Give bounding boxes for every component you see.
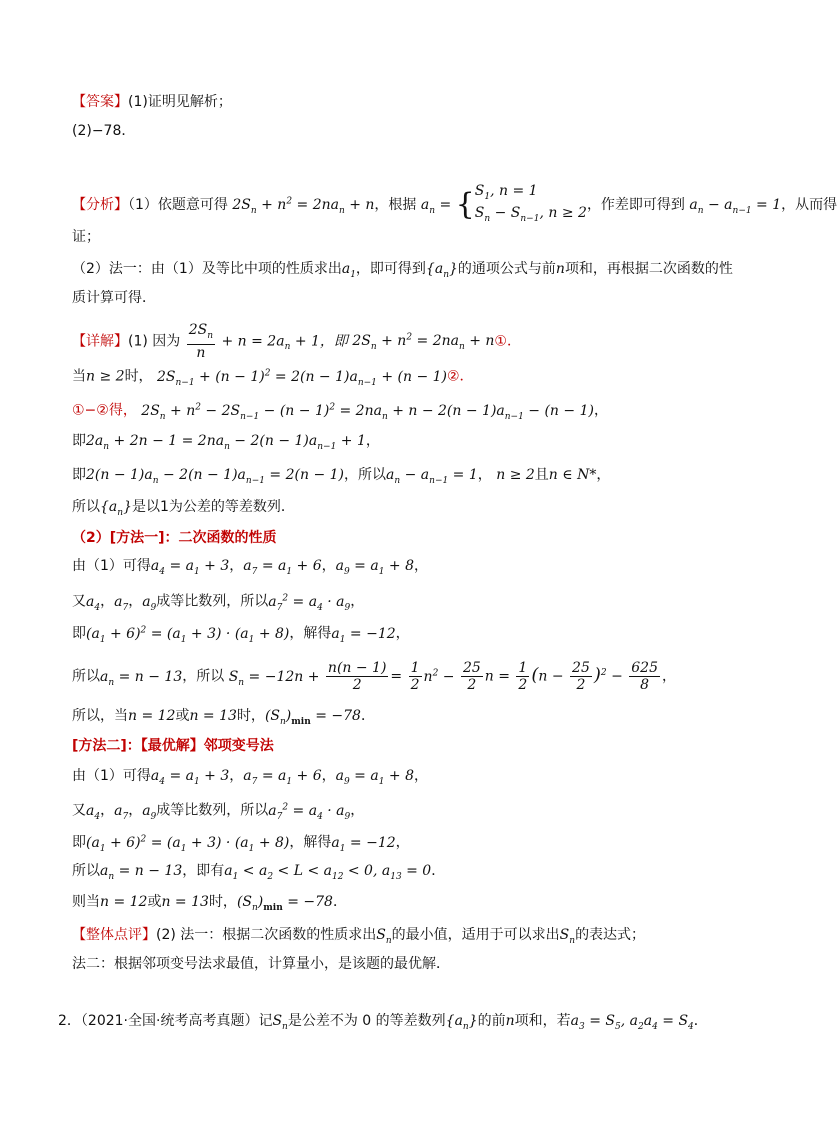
detail-line-2 <box>72 362 474 393</box>
formula: $a_7$ <box>114 802 129 822</box>
detail-line-4: 即$2a_n + 2n - 1 = 2na_n - 2(n - 1)a_{n-1} + 1$， <box>72 433 380 452</box>
detail-text: + 1，即 <box>290 333 348 350</box>
method2-line-1: 由（1）可得$a_4 = a_1 + 3$，$a_7 = a_1 + 6$，$a_9 = a_1 + 8$， <box>72 768 428 787</box>
formula: $a_4$ <box>86 593 101 613</box>
method-text: 成等比数列，所以 <box>156 593 269 610</box>
detail-text: 即 <box>72 467 86 483</box>
formula: $a_1 < a_2 < L < a_{12} < 0$, $a_{13} = 0$ <box>224 863 432 882</box>
detail-text: ①−②得， <box>72 402 137 419</box>
problem-text: 是公差不为 0 的等差数列 <box>287 1013 446 1029</box>
fraction: $\frac{1}{2}$ <box>518 660 528 693</box>
analysis-line-1 <box>72 183 837 227</box>
formula: $S_n = -12n$ + <box>228 668 320 688</box>
formula: $2S_n + n^2 - 2S_{n-1} - (n - 1)^2 = 2na_n + n - 2(n - 1)a_{n-1} - (n - 1)$ <box>141 402 594 422</box>
analysis-text: （2）法一：由（1）及等比中项的性质求出 <box>72 261 342 277</box>
formula: $\{a_n\}$ <box>425 261 458 280</box>
method-text: 所以，当 <box>72 708 128 724</box>
formula: $S_n$ <box>559 927 576 946</box>
formula: n ≥ 2 <box>496 467 535 483</box>
answer-line-1 <box>72 91 232 113</box>
formula: n <box>555 261 565 277</box>
method1-line-1: 由（1）可得$a_4 = a_1 + 3$，$a_7 = a_1 + 6$，$a_9 = a_1 + 8$， <box>72 558 428 577</box>
detail-text: 是以1为公差的等差数列． <box>131 499 295 515</box>
method1-line-3: 即$(a_1 + 6)^2 = (a_1 + 3) \cdot (a_1 + 8)$，解得$a_1 = -12$， <box>72 625 410 645</box>
piecewise-cases: $S_1$, n = 1 $S_n - S_{n-1}$, n ≥ 2 <box>474 183 587 224</box>
answer-part1: (1)证明见解析； <box>128 94 232 110</box>
review-tag: 【整体点评】 <box>72 927 156 943</box>
formula: $a_n - a_{n-1} = 1$ <box>386 467 478 486</box>
method-text: ，解得 <box>289 625 332 642</box>
method-text: ，所以 <box>182 668 225 685</box>
detail-tag: 【详解】 <box>72 333 128 350</box>
analysis-text: 质计算可得． <box>72 290 156 306</box>
method-text: 或 <box>175 708 190 724</box>
method-text: 又 <box>72 593 86 610</box>
formula: $(a_1 + 6)^2 = (a_1 + 3) \cdot (a_1 + 8)$ <box>86 625 290 645</box>
formula: $a_7^2 = a_4 \cdot a_9$ <box>268 593 351 613</box>
answer-part2: (2)−78． <box>72 123 136 139</box>
analysis-text: ，从而得 <box>781 196 837 213</box>
formula: n = 13 <box>189 708 237 724</box>
formula: n = 12 <box>128 708 176 724</box>
formula: $a_1 = -12$ <box>331 625 396 645</box>
detail-text: 当 <box>72 368 86 385</box>
formula: n = 12 <box>100 894 148 910</box>
formula: $a_7 = a_1 + 6$ <box>243 558 322 577</box>
formula: $a_n = n - 13$ <box>100 668 183 688</box>
method-text: 成等比数列，所以 <box>156 802 269 819</box>
problem-text: 项和，若 <box>514 1013 571 1029</box>
analysis-text: 的通项公式与前 <box>457 261 556 277</box>
detail-text: 即 <box>72 433 86 449</box>
formula: n = 13 <box>161 894 209 910</box>
method-text: 则当 <box>72 894 100 910</box>
fraction: $\frac{25}{2}$ <box>572 660 590 693</box>
detail-text: 时， <box>124 368 153 385</box>
answer-tag: 【答案】 <box>72 94 128 110</box>
method1-title: （2）[方法一]：二次函数的性质 <box>72 530 277 546</box>
analysis-line-2 <box>72 226 100 248</box>
method-text: ，解得 <box>289 834 332 851</box>
answer-line-2 <box>72 120 135 142</box>
review-text: 的最小值，适用于可以求出 <box>391 927 560 943</box>
analysis-text: ，即可得到 <box>355 261 426 277</box>
detail-text: ，所以 <box>344 467 387 483</box>
formula: $a_4 = a_1 + 3$ <box>150 768 230 787</box>
fraction: $\frac{2S_n}{n}$ <box>188 322 214 361</box>
formula: $2a_n + 2n - 1 = 2na_n - 2(n - 1)a_{n-1} + 1$ <box>86 433 366 452</box>
brace: { <box>455 186 475 222</box>
formula: $a_n$ = <box>420 196 452 216</box>
formula: $a_7 = a_1 + 6$ <box>243 768 322 787</box>
formula: $2S_n + n^2 = 2na_n + n$ <box>232 196 375 216</box>
formula: n ≥ 2 <box>86 368 125 385</box>
fraction: $\frac{n(n - 1)}{2}$ <box>327 660 387 693</box>
analysis-text: 项和，再根据二次函数的性 <box>564 261 733 277</box>
method-text: 所以 <box>72 668 100 685</box>
formula: $a_n - a_{n-1} = 1$ <box>689 196 782 216</box>
method-text: 由（1）可得 <box>72 558 151 574</box>
review-text: 的表达式； <box>575 927 646 943</box>
formula: $a_9$ <box>142 802 157 822</box>
method-text: 所以 <box>72 863 100 879</box>
formula: $2S_n + n^2 = 2na_n + n$ <box>352 332 495 353</box>
formula: $a_7^2 = a_4 \cdot a_9$ <box>268 802 351 822</box>
detail-text: 且 <box>534 467 549 483</box>
formula: $\{a_n\}$ <box>445 1013 478 1032</box>
method-text: 即 <box>72 625 86 642</box>
formula: n <box>505 1013 515 1029</box>
formula: $a_3 = S_5$, $a_2a_4 = S_4$ <box>570 1013 694 1032</box>
formula: $a_n = n - 13$ <box>100 863 183 882</box>
formula: + n = 2a <box>217 333 285 350</box>
fraction: $\frac{1}{2}$ <box>410 660 420 693</box>
method-text: 时， <box>208 894 237 910</box>
formula: $a_4$ <box>86 802 101 822</box>
analysis-tag: 【分析】 <box>72 196 128 213</box>
method1-line-5: 所以，当n = 12或n = 13时，$(S_n)_{min} = -78$． <box>72 708 375 727</box>
analysis-line-4 <box>72 287 156 309</box>
method-text: 由（1）可得 <box>72 768 151 784</box>
method-text: ，即有 <box>182 863 225 879</box>
fraction: $\frac{25}{2}$ <box>462 660 481 693</box>
method-text: 即 <box>72 834 86 851</box>
formula: $a_4 = a_1 + 3$ <box>150 558 230 577</box>
method1-line-2: 又$a_4$，$a_7$，$a_9$成等比数列，所以$a_7^2 = a_4 \cdot a_9$， <box>72 593 365 613</box>
method2-line-2: 又$a_4$，$a_7$，$a_9$成等比数列，所以$a_7^2 = a_4 \cdot a_9$， <box>72 802 365 822</box>
problem-2: 2．（2021·全国·统考高考真题）记$S_n$是公差不为 0 的等差数列$\{a_n\}$的前n项和，若$a_3 = S_5$, $a_2a_4 = S_4$． <box>58 1013 708 1032</box>
formula: $a_1 = -12$ <box>331 834 396 854</box>
formula: $a_9 = a_1 + 8$ <box>335 558 414 577</box>
formula: $(S_n)_{min} = -78$ <box>236 894 333 913</box>
formula: $S_n$ <box>272 1013 288 1032</box>
formula: $a_9 = a_1 + 8$ <box>335 768 414 787</box>
detail-line-5: 即$2(n - 1)a_n - 2(n - 1)a_{n-1} = 2(n - 1)$，所以$a_n - a_{n-1} = 1$， n ≥ 2且n ∈ N*， <box>72 467 611 486</box>
method2-line-4: 所以$a_n = n - 13$，即有$a_1 < a_2 < L < a_{12} < 0$, $a_{13} = 0$． <box>72 863 446 882</box>
method1-line-4: 所以$a_n = n - 13$，所以 $S_n = -12n$ + $\frac{n(n - 1)}{2}$ = $\frac{1}{2}$ $n^2$ − $\frac{25}{2}$ n = $\frac{1}{2}$ (n − $\frac{25}{2}$ )$^2$ − $\frac{625}{8}$ ， <box>72 660 676 693</box>
detail-line-3: ①−②得， $2S_n + n^2 - 2S_{n-1} - (n - 1)^2 = 2na_n + n - 2(n - 1)a_{n-1} - (n - 1)$， <box>72 402 608 422</box>
detail-text: 所以 <box>72 499 100 515</box>
review-line-1 <box>72 924 645 952</box>
problem-text: 记 <box>258 1013 273 1029</box>
problem-source: （2021·全国·统考高考真题） <box>80 1013 259 1029</box>
formula: $a_1$ <box>341 261 356 280</box>
equation-marker: ②． <box>447 368 474 385</box>
formula: $(a_1 + 6)^2 = (a_1 + 3) \cdot (a_1 + 8)$ <box>86 834 290 854</box>
method-text: 时， <box>236 708 265 724</box>
formula: $2(n - 1)a_n - 2(n - 1)a_{n-1} = 2(n - 1)$ <box>86 467 345 486</box>
formula: $2S_{n-1} + (n - 1)^2 = 2(n - 1)a_{n-1} + (n - 1)$ <box>157 368 447 388</box>
analysis-text: ，根据 <box>374 196 417 213</box>
formula: $\{a_n\}$ <box>100 499 132 518</box>
fraction: $\frac{625}{8}$ <box>631 660 658 693</box>
analysis-text: ，作差即可得到 <box>586 196 685 213</box>
analysis-text: （1）依题意可得 <box>128 196 228 213</box>
detail-line-1: 【详解】(1) 因为 $\frac{2S_n}{n}$ + $n = 2a_n + 1$，即 $2S_n + n^2 = 2na_n$ + n①． <box>72 322 521 361</box>
method2-line-5: 则当n = 12或n = 13时，$(S_n)_{min} = -78$． <box>72 894 347 913</box>
formula: $a_7$ <box>114 593 129 613</box>
review-text: (2) 法一：根据二次函数的性质求出 <box>156 927 377 943</box>
detail-text: (1) 因为 <box>128 333 181 350</box>
analysis-line-3 <box>72 258 733 286</box>
review-text: 法二：根据邻项变号法求最值，计算量小，是该题的最优解． <box>72 956 450 972</box>
problem-text: 的前 <box>477 1013 506 1029</box>
analysis-text: 证； <box>72 229 100 245</box>
formula: n ∈ N* <box>548 467 597 483</box>
method-text: 或 <box>147 894 162 910</box>
problem-number: 2． <box>58 1013 81 1029</box>
method-text: 又 <box>72 802 86 819</box>
formula: $(S_n)_{min} = -78$ <box>264 708 361 727</box>
method2-title: [方法二]：【最优解】邻项变号法 <box>72 738 274 754</box>
equation-marker: ①． <box>494 333 521 350</box>
method2-line-3: 即$(a_1 + 6)^2 = (a_1 + 3) \cdot (a_1 + 8)$，解得$a_1 = -12$， <box>72 834 410 854</box>
detail-text: ， <box>477 467 492 483</box>
formula: $S_n$ <box>376 927 392 946</box>
review-line-2 <box>72 953 450 975</box>
detail-line-6 <box>72 496 295 524</box>
formula: $a_9$ <box>142 593 157 613</box>
